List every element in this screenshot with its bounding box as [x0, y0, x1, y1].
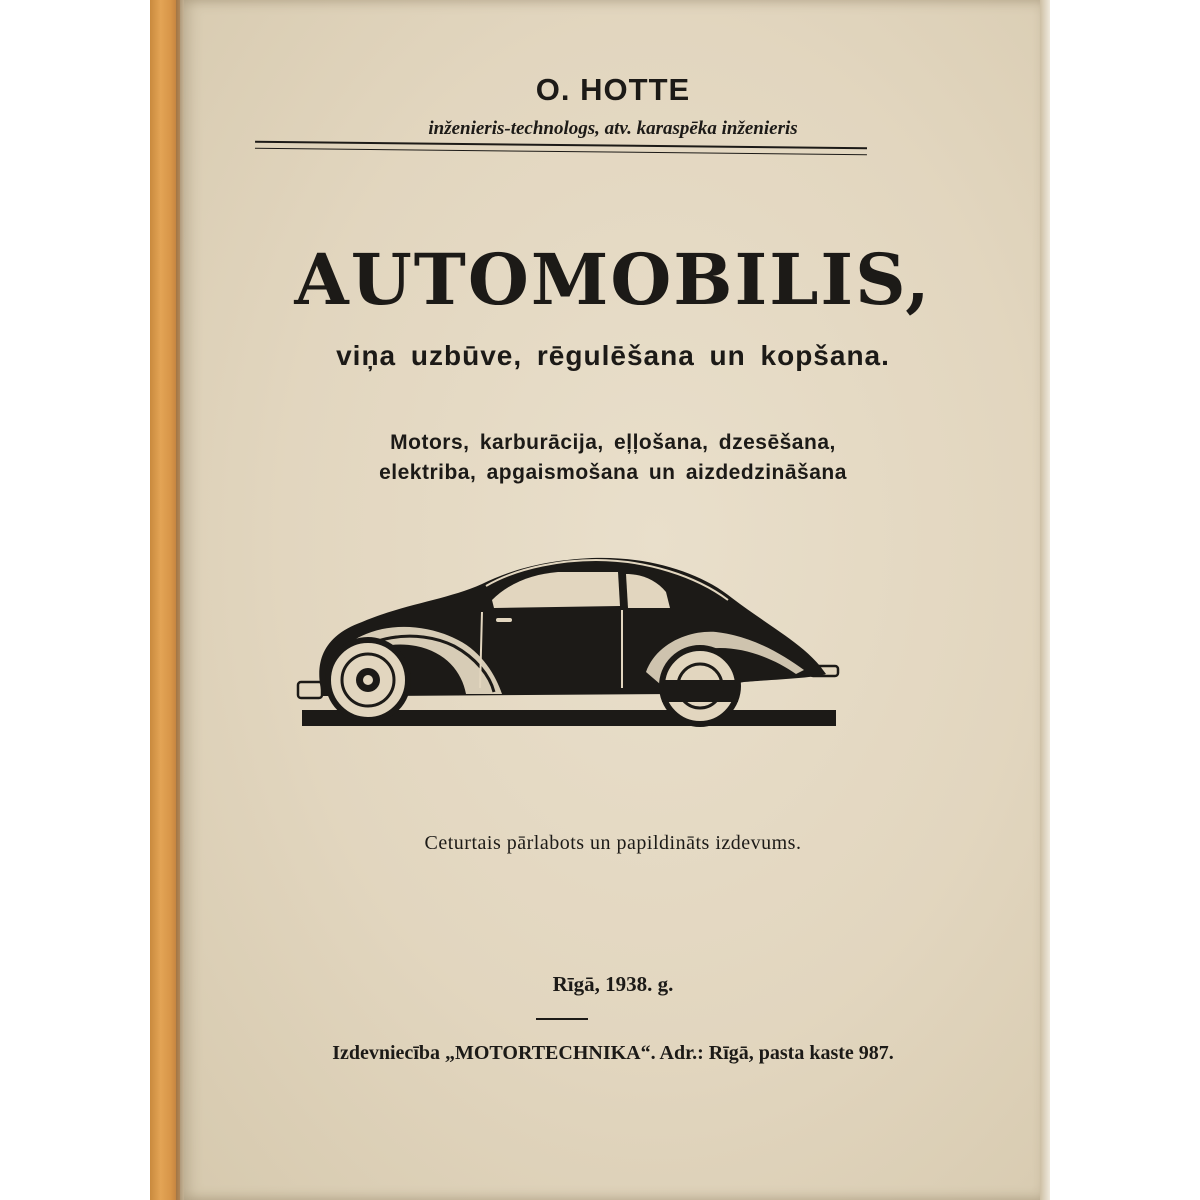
car-illustration [296, 552, 840, 732]
edition-note: Ceturtais pārlabots un papildināts izdevums. [424, 832, 802, 854]
topics-line-2: elektriba, apgaismošana un aizdedzināšana [379, 461, 847, 484]
front-bumper [298, 682, 322, 698]
author-credentials: inženieris-technologs, atv. karaspēka inženieris [428, 118, 798, 139]
topics-line-1: Motors, karburācija, eļļošana, dzesēšana, [390, 431, 836, 454]
author-name: O. HOTTE [535, 72, 691, 107]
page-right-edge [1040, 0, 1050, 1200]
book-subtitle: viņa uzbūve, rēgulēšana un kopšana. [336, 340, 890, 371]
front-wheel [328, 640, 408, 720]
footer-rule [536, 1018, 588, 1020]
book-title: AUTOMOBILIS, [294, 238, 932, 321]
place-and-year: Rīgā, 1938. g. [552, 972, 674, 996]
topics-list [180, 428, 1046, 488]
door-handle [496, 618, 512, 622]
publisher-line: Izdevniecība „MOTORTECHNIKA“. Adr.: Rīgā, pasta kaste 987. [332, 1042, 894, 1064]
page-gutter [176, 0, 184, 1200]
rear-wheel [662, 648, 738, 724]
